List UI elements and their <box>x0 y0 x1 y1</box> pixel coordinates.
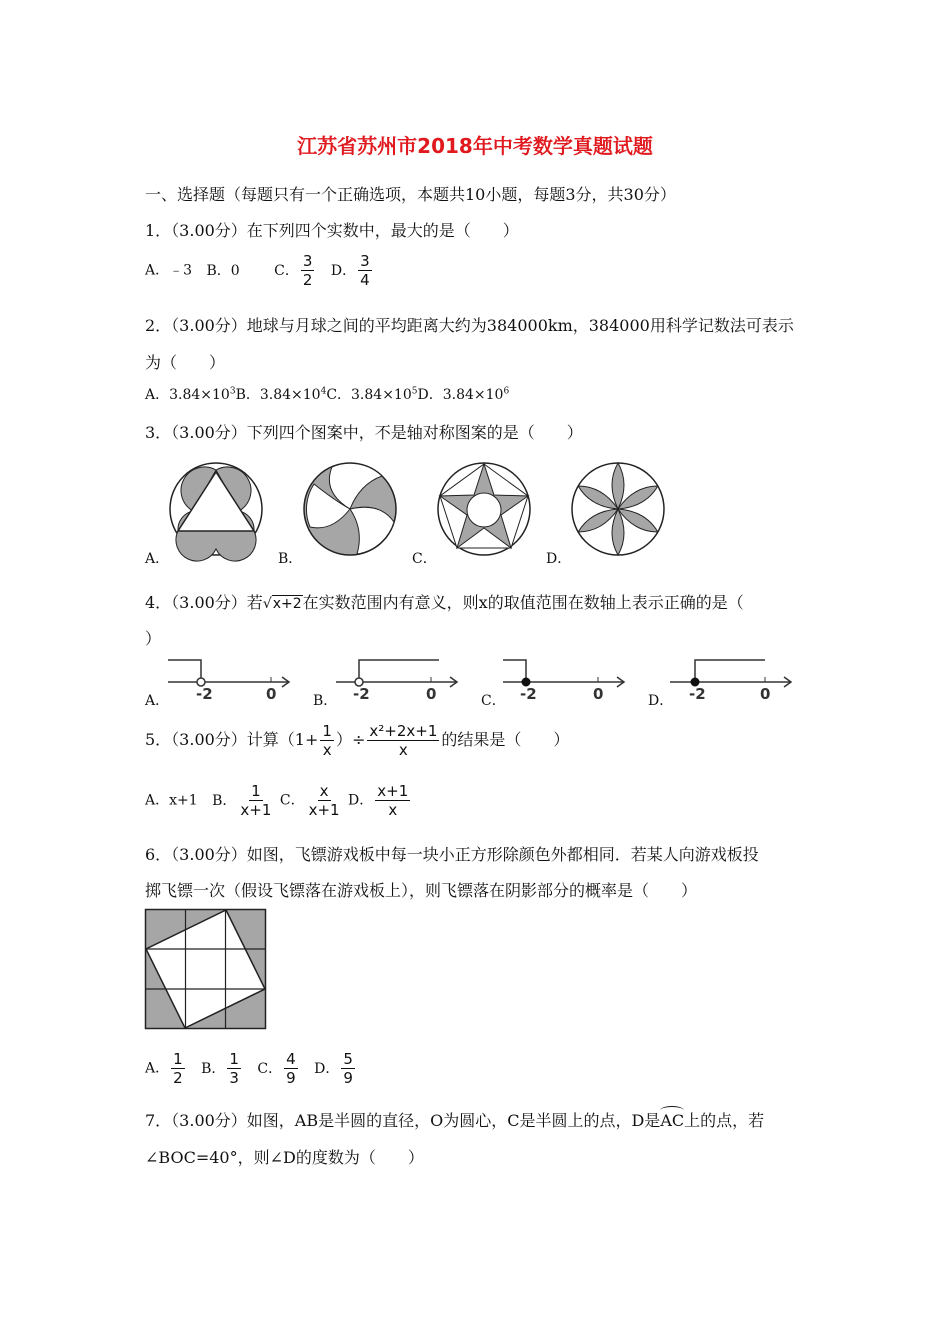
q6-option-d-label: D． <box>314 1060 340 1077</box>
tick-label-neg2: -2 <box>689 685 706 703</box>
fraction-denominator: x <box>398 741 408 759</box>
q6-option-a-fraction <box>171 1050 185 1087</box>
sqrt-radicand: x+2 <box>272 596 302 612</box>
q5-stem <box>145 722 569 759</box>
fraction-denominator: 2 <box>302 271 313 289</box>
q4-stem-pre: 4．（3.00分）若 <box>145 593 263 612</box>
q2-option-d-exponent: 6 <box>503 386 510 397</box>
q3-option-b: B． <box>278 551 303 567</box>
q5-fraction-2 <box>367 722 439 759</box>
q6-option-b-label: B． <box>201 1060 226 1077</box>
q6-option-c-label: C． <box>257 1060 283 1077</box>
q1-options <box>145 252 374 289</box>
q3-figure-a <box>168 462 268 562</box>
tick-label-0: 0 <box>760 685 771 703</box>
q7-stem-pre: 7．（3.00分）如图，AB是半圆的直径，O为圆心，C是半圆上的点，D是 <box>145 1111 661 1130</box>
q2-option-c: C．3.84×10 <box>326 387 412 403</box>
q3-option-a: A． <box>145 551 170 567</box>
q2-options <box>145 384 509 404</box>
fraction-numerator: 1 <box>251 782 261 800</box>
fraction-denominator: 3 <box>229 1069 239 1087</box>
q2-option-c-exponent: 5 <box>411 386 418 397</box>
q4-numberline-a <box>168 658 293 703</box>
q4-stem-post: 在实数范围内有意义，则x的取值范围在数轴上表示正确的是（ <box>302 593 744 612</box>
q4-option-d: D． <box>648 693 674 709</box>
tick-label-0: 0 <box>593 685 604 703</box>
fraction-denominator: 2 <box>173 1069 183 1087</box>
q5-option-c-label: C． <box>279 792 305 809</box>
q5-option-d-fraction <box>375 782 410 819</box>
q6-stem-line2: 掷飞镖一次（假设飞镖落在游戏板上），则飞镖落在阴影部分的概率是（ ） <box>145 881 698 900</box>
q2-option-b: B．3.84×10 <box>235 387 321 403</box>
fraction-denominator: 9 <box>286 1069 296 1087</box>
fraction-numerator: x²+2x+1 <box>369 722 438 740</box>
q4-option-c: C． <box>481 693 506 709</box>
q1-option-b: B．0 <box>206 262 240 279</box>
fraction-numerator: 4 <box>286 1050 296 1068</box>
fraction-denominator: x <box>322 741 332 759</box>
fraction-denominator: x+1 <box>240 801 272 819</box>
q6-options <box>145 1050 357 1087</box>
fraction-numerator: 3 <box>360 252 370 270</box>
fraction-denominator: x+1 <box>308 801 340 819</box>
fraction-numerator: 1 <box>173 1050 183 1068</box>
q5-stem-mid: ）÷ <box>335 730 366 749</box>
q5-fraction-1 <box>320 722 334 759</box>
q5-option-a: A．x+1 <box>145 792 198 809</box>
q2-option-a-exponent: 3 <box>229 386 236 397</box>
q5-option-b-fraction <box>238 782 273 819</box>
q2-stem-line1: 2．（3.00分）地球与月球之间的平均距离大约为384000km，384000用科学记数法可表示 <box>145 316 794 335</box>
q2-option-a: A．3.84×10 <box>145 387 230 403</box>
q2-option-b-exponent: 4 <box>320 386 327 397</box>
fraction-numerator: 5 <box>343 1050 353 1068</box>
q3-option-c: C． <box>412 551 437 567</box>
tick-label-neg2: -2 <box>520 685 537 703</box>
q1-stem: 1．（3.00分）在下列四个实数中，最大的是（ ） <box>145 221 519 240</box>
tick-label-neg2: -2 <box>196 685 213 703</box>
fraction-denominator: x <box>388 801 398 819</box>
page-title: 江苏省苏州市2018年中考数学真题试题 <box>297 134 653 158</box>
q6-stem-line1: 6．（3.00分）如图，飞镖游戏板中每一块小正方形除颜色外都相同．若某人向游戏板投 <box>145 845 759 864</box>
q5-option-d-label: D． <box>348 792 374 809</box>
q6-option-d-fraction <box>341 1050 355 1087</box>
q7-stem-line1 <box>145 1108 764 1131</box>
q1-option-d-fraction <box>358 252 372 289</box>
q6-option-b-fraction <box>227 1050 241 1087</box>
arc-ac: AC <box>660 1111 685 1130</box>
q6-option-c-fraction <box>284 1050 298 1087</box>
tick-label-0: 0 <box>266 685 277 703</box>
q4-numberline-b <box>336 658 461 703</box>
fraction-numerator: x <box>319 782 329 800</box>
q2-option-d: D．3.84×10 <box>417 387 504 403</box>
q5-option-b-label: B． <box>212 792 237 809</box>
sqrt-expression: √x+2 <box>262 596 302 612</box>
q2-stem-line2: 为（ ） <box>145 353 226 372</box>
q3-stem: 3．（3.00分）下列四个图案中，不是轴对称图案的是（ ） <box>145 423 583 442</box>
q1-option-d-label: D． <box>330 262 357 279</box>
q3-figure-b <box>302 462 402 562</box>
q5-stem-pre: 5．（3.00分）计算（1+ <box>145 730 319 749</box>
q4-stem-line2: ） <box>145 629 162 648</box>
q4-numberline-d <box>670 658 795 703</box>
q7-stem-post: 上的点，若 <box>684 1111 765 1130</box>
fraction-denominator: 9 <box>343 1069 353 1087</box>
fraction-numerator: 1 <box>229 1050 239 1068</box>
fraction-numerator: 1 <box>322 722 332 740</box>
q4-option-a: A． <box>145 693 170 709</box>
q5-option-c-fraction <box>307 782 342 819</box>
q6-option-a-label: A． <box>145 1060 170 1077</box>
section-heading: 一、选择题（每题只有一个正确选项，本题共10小题，每题3分，共30分） <box>145 185 676 204</box>
q3-figure-d <box>570 462 670 562</box>
tick-label-neg2: -2 <box>353 685 370 703</box>
q5-options <box>145 782 412 819</box>
fraction-denominator: 4 <box>360 271 370 289</box>
q4-option-b: B． <box>313 693 338 709</box>
q1-option-c-fraction <box>301 252 315 289</box>
q6-dartboard-figure <box>145 909 266 1029</box>
q4-stem-line1 <box>145 590 744 613</box>
q4-numberline-c <box>503 658 628 703</box>
q3-option-d: D． <box>546 551 572 567</box>
fraction-numerator: x+1 <box>377 782 409 800</box>
q3-figure-c <box>436 462 536 562</box>
q5-stem-post: 的结果是（ ） <box>441 730 570 749</box>
fraction-numerator: 3 <box>302 252 313 270</box>
q7-stem-line2: ∠BOC=40°，则∠D的度数为（ ） <box>145 1148 424 1167</box>
tick-label-0: 0 <box>426 685 437 703</box>
q1-option-a: A．﹣3 <box>145 262 193 279</box>
q1-option-c-label: C． <box>274 262 299 279</box>
